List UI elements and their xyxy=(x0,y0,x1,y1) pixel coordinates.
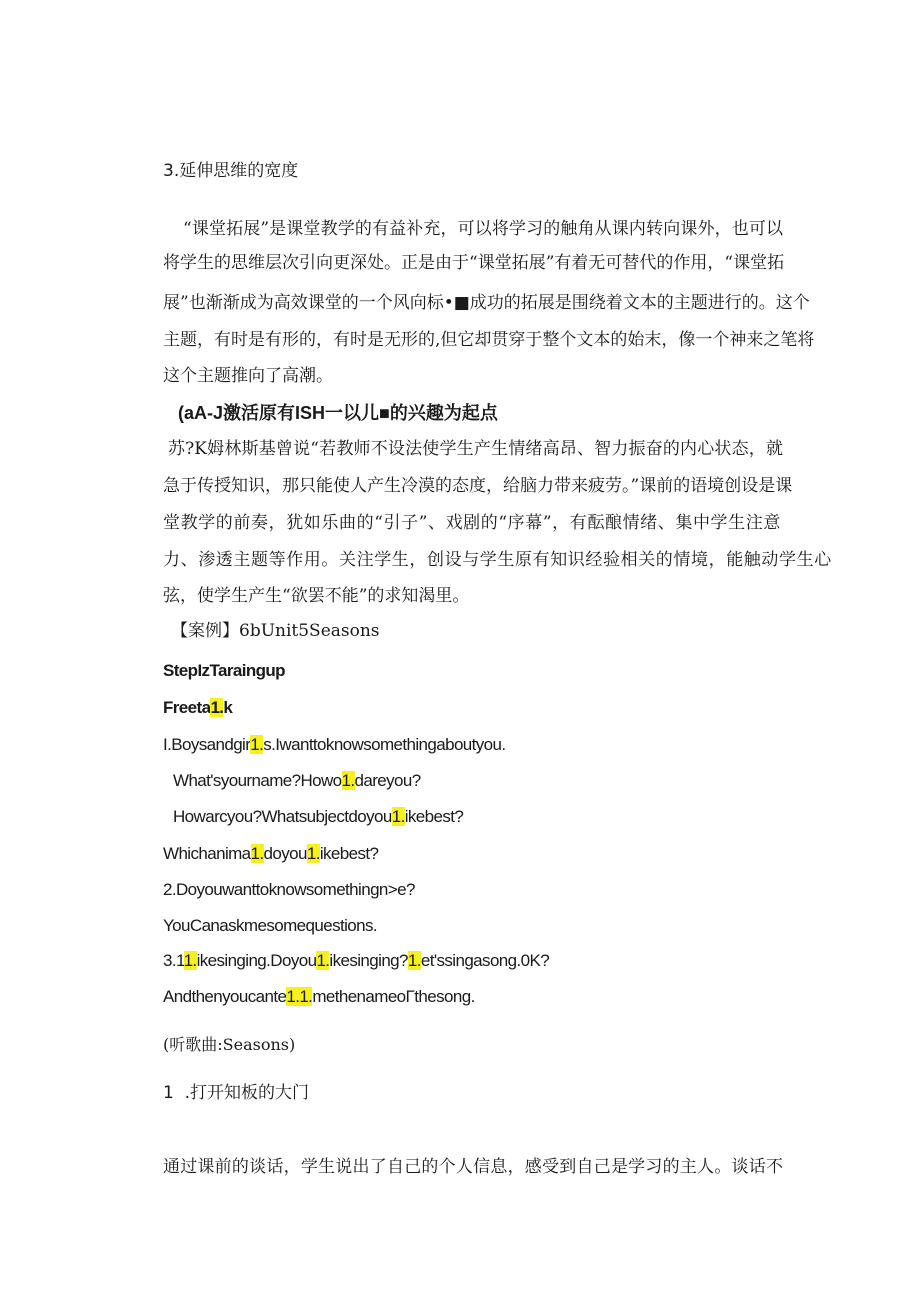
highlight: 1. xyxy=(250,735,264,754)
dialog-line-4: Whichanima1.doyou1.ikebest? xyxy=(163,844,379,863)
para2-line-2: 急于传授知识，那只能使人产生冷漠的态度，给脑力带来疲劳。”课前的语境创设是课 xyxy=(163,476,793,496)
para1-line-3: 展”也渐渐成为高效课堂的一个风向标•■成功的拓展是围绕着文本的主题进行的。这个 xyxy=(163,293,810,313)
para1-line-5: 这个主题推向了高潮。 xyxy=(163,366,333,386)
dialog-line-5: 2.Doyouwanttoknowsomethingn>e? xyxy=(163,880,415,899)
highlight: 1. xyxy=(210,698,224,717)
para2-line-5: 弦，使学生产生“欲罢不能”的求知渴里。 xyxy=(163,586,470,606)
step-title: StepIzTaraingup xyxy=(163,661,285,680)
dialog-line-3: Howarcyou?Whatsubjectdoyou1.ikebest? xyxy=(173,807,464,826)
para1-line-4: 主题，有时是有形的，有时是无形的,但它却贯穿于整个文本的始末，像一个神来之笔将 xyxy=(163,330,815,350)
highlight: 1. xyxy=(316,951,330,970)
section-1-title: 1 .打开知板的大门 xyxy=(163,1083,310,1103)
case-label: 【案例】6bUnit5Seasons xyxy=(171,621,380,641)
last-line: 通过课前的谈话，学生说出了自己的个人信息，感受到自己是学习的主人。谈话不 xyxy=(163,1157,783,1177)
highlight: 1. xyxy=(341,771,355,790)
dialog-line-8: Andthenyoucante1.1.methenameoΓthesong. xyxy=(163,987,475,1006)
section-3-title: 3.延伸思维的宽度 xyxy=(163,161,299,181)
para2-line-3: 堂教学的前奏，犹如乐曲的“引子”、戏剧的“序幕”，有酝酿情绪、集中学生注意 xyxy=(163,513,781,533)
highlight: 1. xyxy=(391,807,405,826)
para1-line-2: 将学生的思维层次引向更深处。正是由于“课堂拓展”有着无可替代的作用，“课堂拓 xyxy=(163,253,785,273)
dialog-line-7: 3.11.ikesinging.Doyou1.ikesinging?1.et'ssingasong.0K? xyxy=(163,951,550,970)
highlight: 1. xyxy=(250,844,264,863)
dialog-line-6: YouCanaskmesomequestions. xyxy=(163,916,378,935)
subheading: (aA-J激活原有ISH一以儿■的兴趣为起点 xyxy=(178,403,498,423)
highlight: 1. xyxy=(407,951,421,970)
para2-line-4: 力、渗透主题等作用。关注学生，创设与学生原有知识经验相关的情境，能触动学生心 xyxy=(163,550,832,570)
highlight: 1. xyxy=(299,987,313,1006)
free-talk-heading: Freeta1.k xyxy=(163,698,233,717)
song-note: (听歌曲:Seasons) xyxy=(163,1035,296,1054)
para1-line-1: “课堂拓展”是课堂教学的有益补充，可以将学习的触角从课内转向课外，也可以 xyxy=(183,219,783,239)
para2-line-1: 苏?K姆林斯基曾说“若教师不设法使学生产生情绪高昂、智力振奋的内心状态，就 xyxy=(168,439,783,459)
highlight: 1. xyxy=(286,987,300,1006)
highlight: 1. xyxy=(306,844,320,863)
highlight: 1. xyxy=(183,951,197,970)
dialog-line-2: What'syourname?Howo1.dareyou? xyxy=(173,771,421,790)
dialog-line-1: I.Boysandgir1.s.Iwanttoknowsomethingaboutyou. xyxy=(163,735,506,754)
